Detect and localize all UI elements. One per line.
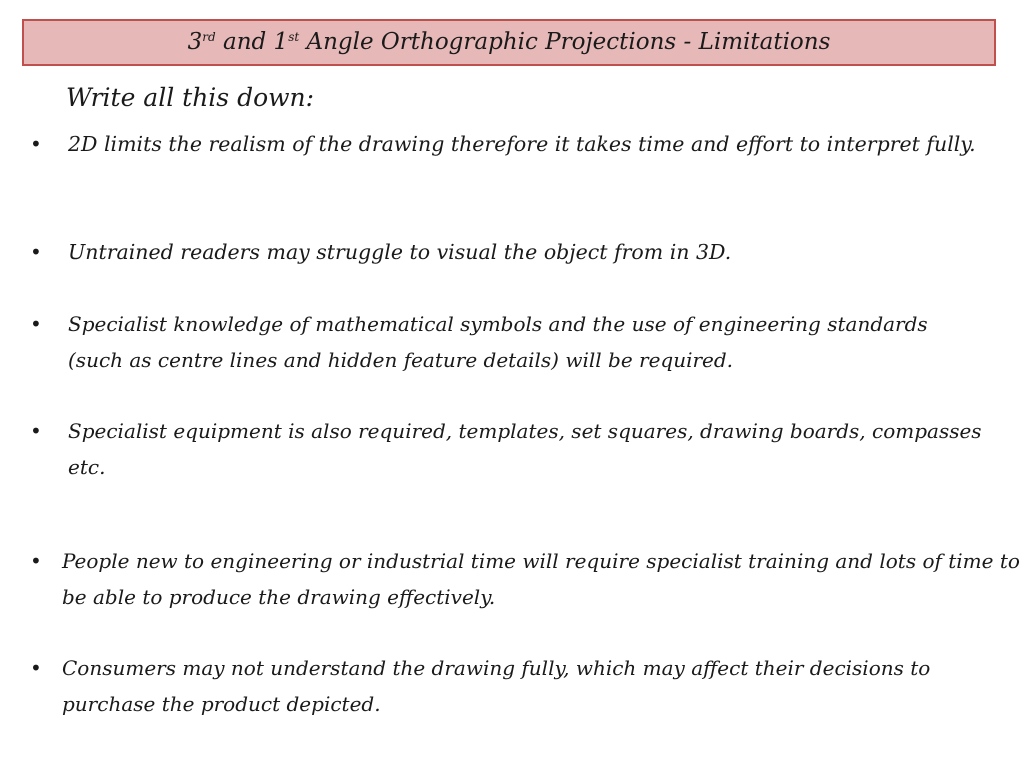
bullet-text: People new to engineering or industrial time will require specialist training and lots of time to be able to produce the drawing effectively. [62, 549, 1020, 609]
bullet-item-training [30, 543, 1024, 615]
bullet-icon: • [30, 549, 42, 573]
title-banner [22, 19, 996, 66]
title-middle: and 1 [215, 29, 289, 55]
bullet-icon: • [30, 312, 42, 336]
bullet-text: Specialist equipment is also required, templates, set squares, drawing boards, compasses etc. [68, 419, 982, 479]
bullet-icon: • [30, 419, 42, 443]
title-rest: Angle Orthographic Projections - Limitations [299, 29, 831, 55]
bullet-text: Untrained readers may struggle to visual the object from in 3D. [68, 240, 732, 264]
bullet-item-specialist-knowledge [30, 306, 970, 378]
slide-title [188, 31, 831, 54]
bullet-text: Consumers may not understand the drawing fully, which may affect their decisions to purchase the product depicted. [62, 656, 931, 716]
title-number-3: 3 [187, 29, 203, 55]
bullet-text: Specialist knowledge of mathematical symbols and the use of engineering standards (such as centre lines and hidden feature details) will be required. [68, 312, 928, 372]
bullet-item-specialist-equipment [30, 413, 990, 485]
bullet-icon: • [30, 656, 42, 680]
bullet-text: 2D limits the realism of the drawing therefore it takes time and effort to interpret fully. [68, 132, 976, 156]
title-superscript-st: st [288, 30, 300, 44]
bullet-icon: • [30, 240, 42, 264]
title-superscript-rd: rd [202, 30, 216, 44]
bullet-item-consumers [30, 650, 990, 722]
subtitle: Write all this down: [66, 83, 315, 112]
bullet-item-untrained-readers [30, 234, 1010, 270]
bullet-item-2d-realism [30, 126, 1010, 162]
bullet-icon: • [30, 132, 42, 156]
